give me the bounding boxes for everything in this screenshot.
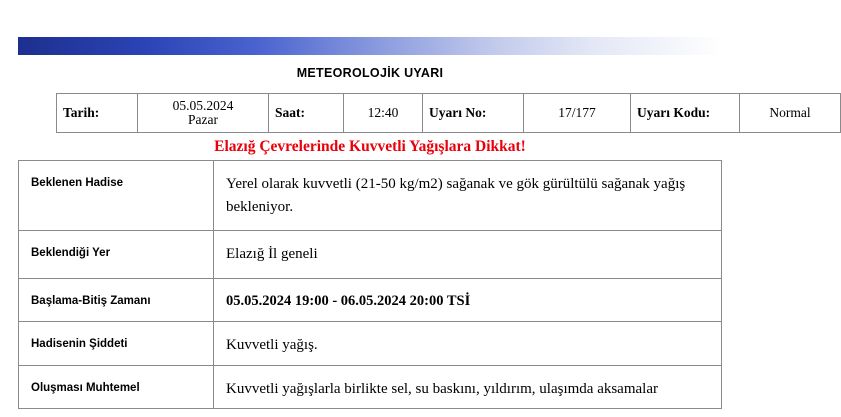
table-row — [19, 321, 722, 365]
document-title-row — [0, 64, 740, 82]
detail-value-beklenen-hadise: Yerel olarak kuvvetli (21-50 kg/m2) sağanak ve gök gürültülü sağanak yağış bekleniyor. — [214, 161, 722, 231]
header-gradient-banner — [18, 37, 722, 55]
page-title: METEOROLOJİK UYARI — [296, 66, 444, 80]
warning-code-value: Normal — [740, 94, 841, 133]
warning-no-value: 17/177 — [524, 94, 631, 133]
detail-key-beklenen-hadise: Beklenen Hadise — [19, 161, 214, 231]
time-value: 12:40 — [344, 94, 423, 133]
table-row — [19, 279, 722, 322]
detail-value-baslama-bitis-zamani: 05.05.2024 19:00 - 06.05.2024 20:00 TSİ — [214, 279, 722, 322]
detail-key-beklendigi-yer: Beklendiği Yer — [19, 231, 214, 279]
warning-code-label: Uyarı Kodu: — [631, 94, 740, 133]
detail-value-hadisenin-siddeti: Kuvvetli yağış. — [214, 321, 722, 365]
details-table — [18, 160, 722, 409]
info-table-row — [57, 94, 841, 133]
detail-key-olusmasi-muhtemel: Oluşması Muhtemel — [19, 365, 214, 409]
time-label: Saat: — [269, 94, 344, 133]
detail-key-hadisenin-siddeti: Hadisenin Şiddeti — [19, 321, 214, 365]
table-row — [19, 365, 722, 409]
table-row — [19, 161, 722, 231]
date-value — [138, 94, 269, 133]
detail-value-olusmasi-muhtemel: Kuvvetli yağışlarla birlikte sel, su baskını, yıldırım, ulaşımda aksamalar — [214, 365, 722, 409]
date-day-text: Pazar — [188, 112, 218, 127]
detail-key-baslama-bitis-zamani: Başlama-Bitiş Zamanı — [19, 279, 214, 322]
warning-headline: Elazığ Çevrelerinde Kuvvetli Yağışlara Dikkat! — [214, 138, 526, 155]
table-row — [19, 231, 722, 279]
info-table — [56, 93, 841, 133]
date-value-text: 05.05.2024 — [172, 97, 234, 113]
warning-no-label: Uyarı No: — [423, 94, 524, 133]
detail-value-beklendigi-yer: Elazığ İl geneli — [214, 231, 722, 279]
date-label: Tarih: — [57, 94, 138, 133]
